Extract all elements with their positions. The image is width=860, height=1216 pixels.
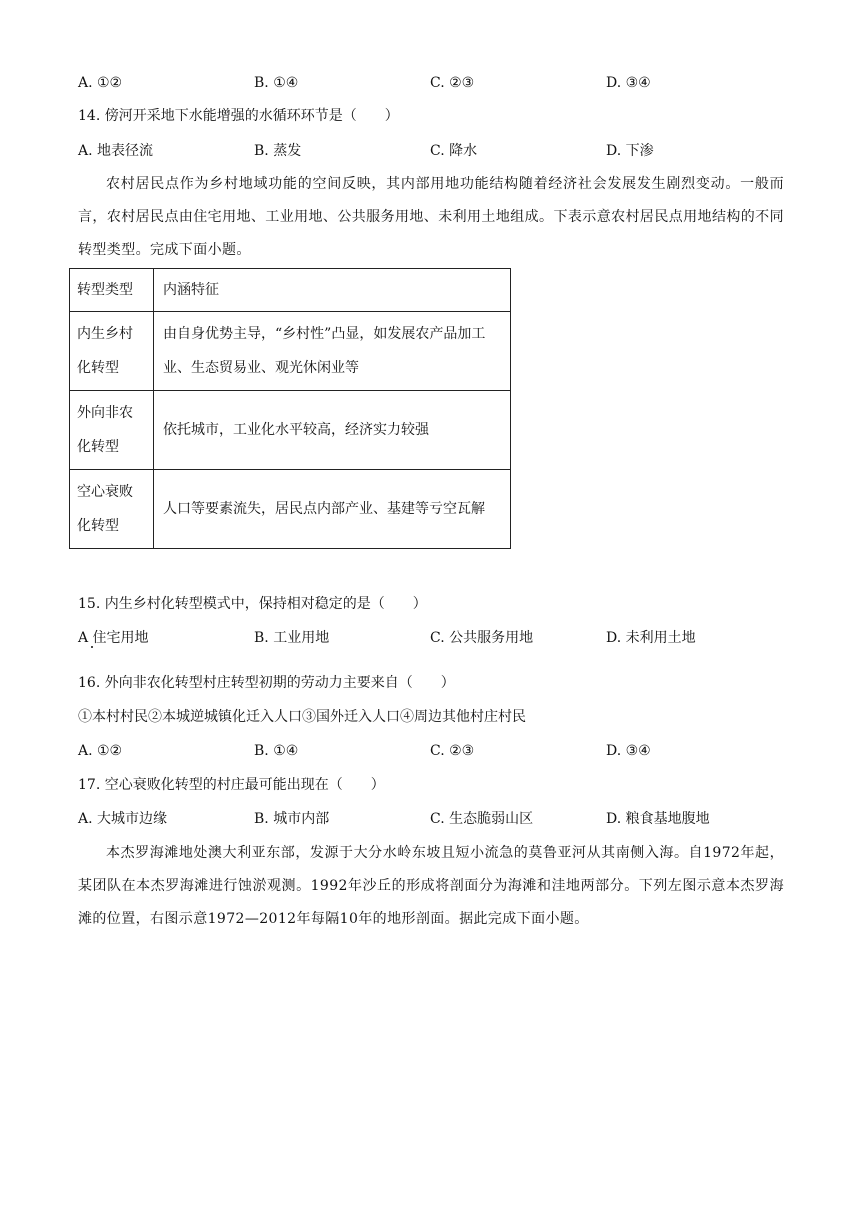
q17-option-d[interactable]: D. 粮食基地腹地 (606, 811, 710, 827)
table-row (70, 391, 511, 470)
q14-option-b[interactable]: B. 蒸发 (254, 143, 302, 159)
passage-beach: 本杰罗海滩地处澳大利亚东部，发源于大分水岭东坡且短小流急的莫鲁亚河从其南侧入海。自1972年起，某团队在本杰罗海滩进行蚀淤观测。1992年沙丘的形成将剖面分为海滩和洼地两部分。下列左图示意本杰罗海滩的位置，右图示意1972—2012年每隔10年的地形剖面。据此完成下面小题。 (78, 845, 784, 927)
q16-option-a[interactable]: A. ①② (78, 743, 123, 759)
q15-option-a[interactable]: A 住宅用地 (78, 630, 149, 646)
q15-stem: 15. 内生乡村化转型模式中，保持相对稳定的是（ ） (78, 596, 427, 612)
q13-option-b[interactable]: B. ①④ (254, 75, 299, 91)
q15-option-c[interactable]: C. 公共服务用地 (430, 630, 534, 646)
q15-option-b[interactable]: B. 工业用地 (254, 630, 330, 646)
transformation-table (69, 268, 511, 549)
table-header-cell: 转型类型 (70, 269, 154, 312)
table-row (70, 470, 511, 549)
table-cell-desc: 依托城市，工业化水平较高，经济实力较强 (154, 391, 511, 470)
q13-option-a[interactable]: A. ①② (78, 75, 123, 91)
q13-option-c[interactable]: C. ②③ (430, 75, 475, 91)
table-cell-desc: 人口等要素流失，居民点内部产业、基建等亏空瓦解 (154, 470, 511, 549)
q17-options (78, 809, 798, 829)
q17-option-b[interactable]: B. 城市内部 (254, 811, 330, 827)
q13-option-d[interactable]: D. ③④ (606, 75, 651, 91)
q16-options (78, 741, 798, 761)
q17-option-c[interactable]: C. 生态脆弱山区 (430, 811, 534, 827)
table-cell-type: 空心衰败化转型 (70, 470, 154, 549)
q15-option-d[interactable]: D. 未利用土地 (606, 630, 696, 646)
q14-stem: 14. 傍河开采地下水能增强的水循环环节是（ ） (78, 108, 399, 124)
passage-rural-settlement: 农村居民点作为乡村地域功能的空间反映，其内部用地功能结构随着经济社会发展发生剧烈变动。一般而言，农村居民点由住宅用地、工业用地、公共服务用地、未利用土地组成。下表示意农村居民点用地结构的不同转型类型。完成下面小题。 (78, 176, 784, 258)
q14-option-c[interactable]: C. 降水 (430, 143, 478, 159)
q16-option-c[interactable]: C. ②③ (430, 743, 475, 759)
table-header-row (70, 269, 511, 312)
q16-choices: ①本村村民②本城逆城镇化迁入人口③国外迁入人口④周边其他村庄村民 (78, 709, 526, 725)
table-cell-type: 内生乡村化转型 (70, 312, 154, 391)
q16-stem: 16. 外向非农化转型村庄转型初期的劳动力主要来自（ ） (78, 675, 455, 691)
q15-options (78, 628, 798, 648)
table-cell-type: 外向非农化转型 (70, 391, 154, 470)
q14-option-a[interactable]: A. 地表径流 (78, 143, 154, 159)
table-cell-desc: 由自身优势主导，“乡村性”凸显，如发展农产品加工业、生态贸易业、观光休闲业等 (154, 312, 511, 391)
q17-option-a[interactable]: A. 大城市边缘 (78, 811, 168, 827)
q16-option-b[interactable]: B. ①④ (254, 743, 299, 759)
table-header-cell: 内涵特征 (154, 269, 511, 312)
q14-option-d[interactable]: D. 下渗 (606, 143, 654, 159)
q13-options (78, 73, 798, 93)
table-row (70, 312, 511, 391)
q16-option-d[interactable]: D. ③④ (606, 743, 651, 759)
mark-dot (91, 646, 93, 648)
q17-stem: 17. 空心衰败化转型的村庄最可能出现在（ ） (78, 777, 385, 793)
q14-options (78, 141, 798, 161)
